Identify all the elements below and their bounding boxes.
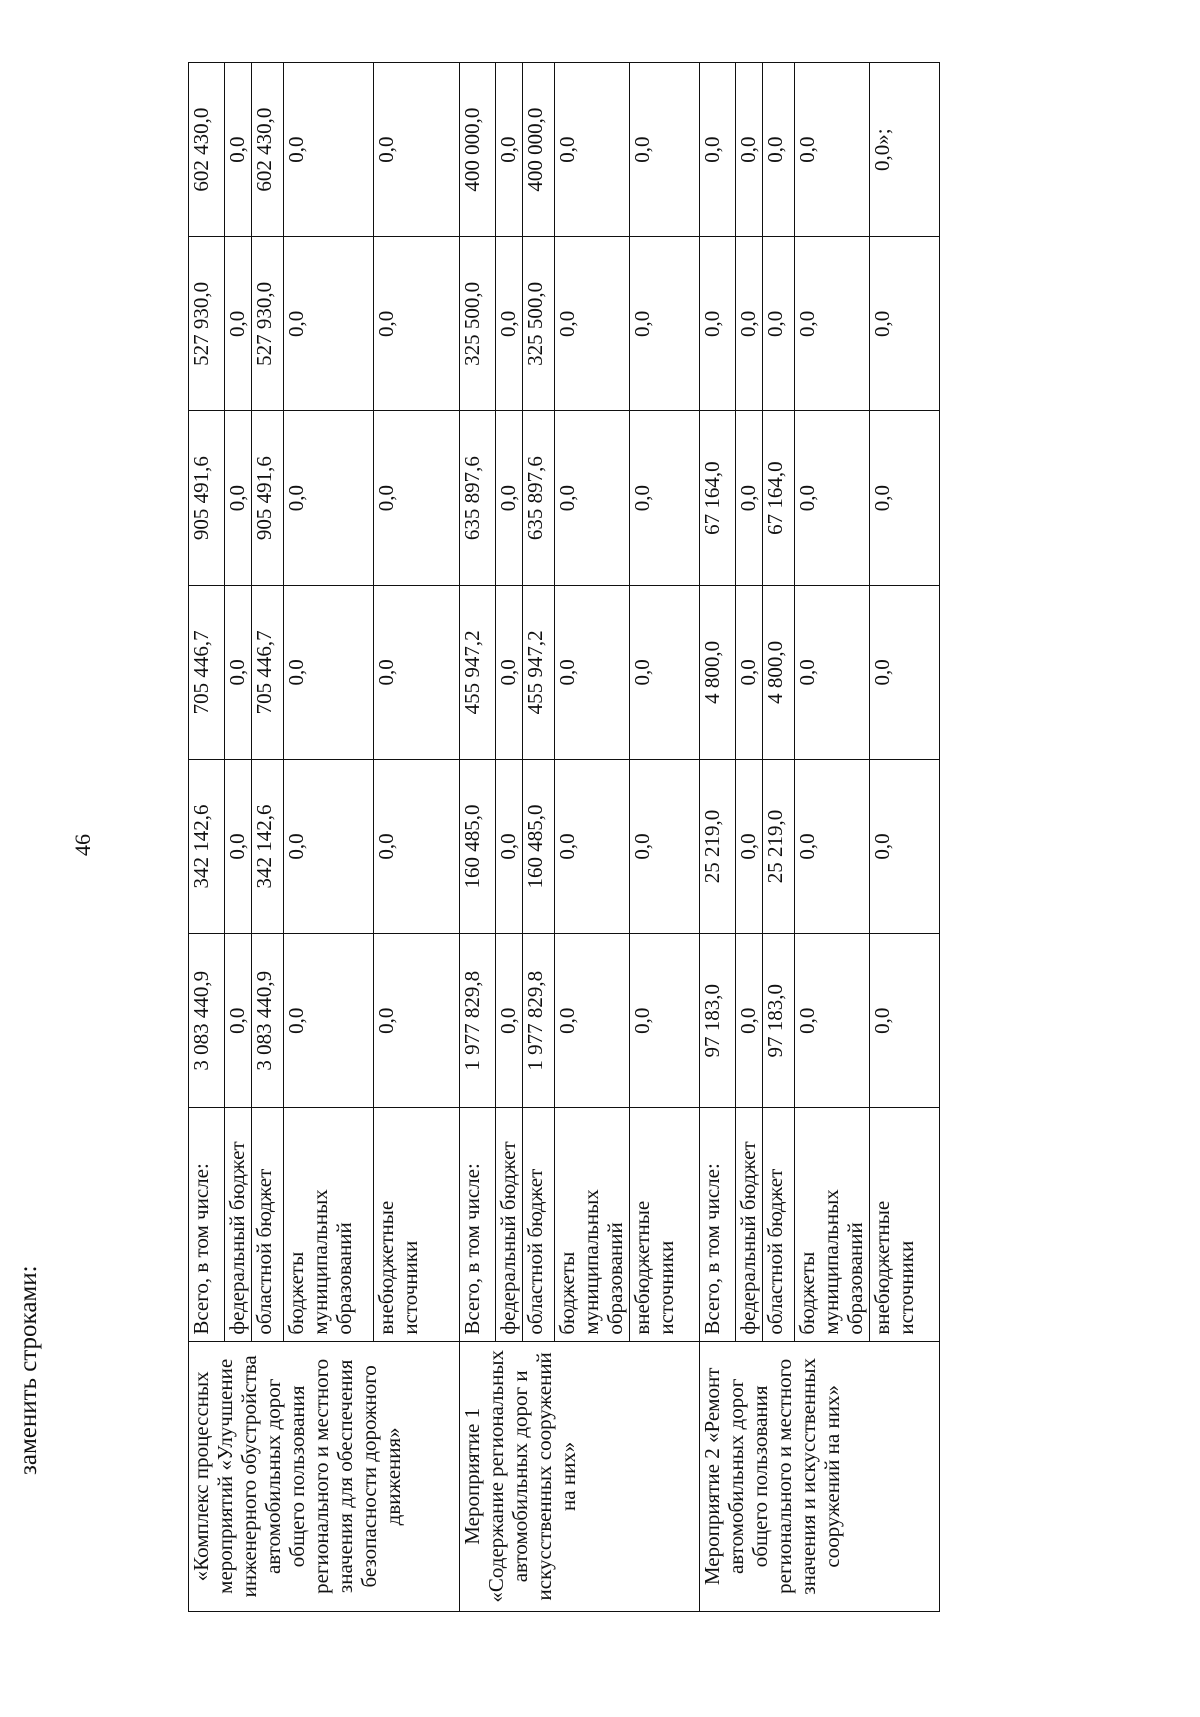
amount-cell: 0,0: [374, 585, 460, 759]
amount-cell: 160 485,0: [523, 759, 555, 933]
amount-cell: 635 897,6: [460, 411, 496, 585]
amount-cell: 400 000,0: [460, 63, 496, 237]
amount-cell: 400 000,0: [523, 63, 555, 237]
amount-cell: 0,0: [630, 585, 700, 759]
funding-source-cell: Всего, в том числе:: [189, 1108, 225, 1341]
amount-cell: 0,0: [795, 585, 870, 759]
budget-table-body: [189, 63, 940, 1612]
amount-cell: 0,0: [225, 585, 252, 759]
amount-cell: 0,0: [870, 585, 940, 759]
amount-cell: 0,0: [795, 759, 870, 933]
amount-cell: 635 897,6: [523, 411, 555, 585]
amount-cell: 0,0: [736, 759, 763, 933]
intro-text: заменить строками:: [15, 1265, 42, 1475]
amount-cell: 0,0: [225, 759, 252, 933]
amount-cell: 0,0: [555, 934, 630, 1108]
amount-cell: 0,0: [870, 237, 940, 411]
funding-source-cell: областной бюджет: [763, 1108, 795, 1341]
budget-table-rotated: [188, 62, 923, 1612]
amount-cell: 0,0: [374, 411, 460, 585]
amount-cell: 3 083 440,9: [252, 934, 284, 1108]
amount-cell: 0,0: [496, 63, 523, 237]
amount-cell: 3 083 440,9: [189, 934, 225, 1108]
amount-cell: 455 947,2: [523, 585, 555, 759]
funding-source-cell: внебюджетные источники: [374, 1108, 460, 1341]
event-name-cell: Мероприятие 2 «Ремонт автомобильных дорог общего пользования регионального и местного значения и искусственных сооружений на них»: [700, 1341, 940, 1611]
page-number: 46: [70, 834, 95, 856]
amount-cell: 25 219,0: [763, 759, 795, 933]
amount-cell: 0,0: [763, 237, 795, 411]
amount-cell: 0,0: [555, 759, 630, 933]
amount-cell: 0,0: [225, 934, 252, 1108]
amount-cell: 67 164,0: [700, 411, 736, 585]
amount-cell: 0,0: [496, 585, 523, 759]
funding-source-cell: бюджеты муниципальных образований: [284, 1108, 374, 1341]
amount-cell: 0,0: [795, 63, 870, 237]
amount-cell: 0,0: [284, 585, 374, 759]
amount-cell: 602 430,0: [189, 63, 225, 237]
amount-cell: 342 142,6: [252, 759, 284, 933]
funding-source-cell: Всего, в том числе:: [460, 1108, 496, 1341]
amount-cell: 0,0: [736, 411, 763, 585]
amount-cell: 0,0: [630, 411, 700, 585]
amount-cell: 0,0: [736, 63, 763, 237]
amount-cell: 905 491,6: [189, 411, 225, 585]
amount-cell: 0,0: [736, 934, 763, 1108]
amount-cell: 0,0: [795, 411, 870, 585]
amount-cell: 97 183,0: [763, 934, 795, 1108]
amount-cell: 0,0: [496, 411, 523, 585]
amount-cell: 0,0: [736, 237, 763, 411]
amount-cell: 602 430,0: [252, 63, 284, 237]
amount-cell: 0,0: [795, 237, 870, 411]
amount-cell: 0,0: [284, 237, 374, 411]
table-row: [460, 63, 496, 1612]
amount-cell: 0,0: [496, 237, 523, 411]
amount-cell: 67 164,0: [763, 411, 795, 585]
amount-cell: 0,0: [630, 63, 700, 237]
amount-cell: 0,0: [736, 585, 763, 759]
funding-source-cell: федеральный бюджет: [496, 1108, 523, 1341]
table-row: [189, 63, 225, 1612]
event-name-cell: «Комплекс процессных мероприятий «Улучшение инженерного обустройства автомобильных дорог общего пользования регионального и местного значения для обеспечения безопасности дорожного движения»: [189, 1341, 460, 1611]
amount-cell: 0,0: [555, 411, 630, 585]
amount-cell: 0,0: [630, 759, 700, 933]
funding-source-cell: областной бюджет: [252, 1108, 284, 1341]
amount-cell: 0,0: [555, 585, 630, 759]
amount-cell: 160 485,0: [460, 759, 496, 933]
funding-source-cell: бюджеты муниципальных образований: [795, 1108, 870, 1341]
funding-source-cell: бюджеты муниципальных образований: [555, 1108, 630, 1341]
amount-cell: 342 142,6: [189, 759, 225, 933]
amount-cell: 0,0»;: [870, 63, 940, 237]
amount-cell: 705 446,7: [252, 585, 284, 759]
amount-cell: 0,0: [225, 411, 252, 585]
amount-cell: 325 500,0: [460, 237, 496, 411]
amount-cell: 0,0: [870, 759, 940, 933]
budget-table: [188, 62, 940, 1612]
funding-source-cell: федеральный бюджет: [736, 1108, 763, 1341]
funding-source-cell: внебюджетные источники: [630, 1108, 700, 1341]
amount-cell: 0,0: [374, 237, 460, 411]
amount-cell: 25 219,0: [700, 759, 736, 933]
amount-cell: 0,0: [374, 759, 460, 933]
amount-cell: 0,0: [284, 63, 374, 237]
amount-cell: 905 491,6: [252, 411, 284, 585]
funding-source-cell: внебюджетные источники: [870, 1108, 940, 1341]
amount-cell: 0,0: [496, 759, 523, 933]
amount-cell: 0,0: [374, 934, 460, 1108]
amount-cell: 4 800,0: [700, 585, 736, 759]
amount-cell: 4 800,0: [763, 585, 795, 759]
amount-cell: 0,0: [700, 63, 736, 237]
amount-cell: 0,0: [763, 63, 795, 237]
amount-cell: 0,0: [284, 934, 374, 1108]
amount-cell: 0,0: [630, 237, 700, 411]
amount-cell: 1 977 829,8: [523, 934, 555, 1108]
amount-cell: 0,0: [870, 411, 940, 585]
table-row: [700, 63, 736, 1612]
amount-cell: 97 183,0: [700, 934, 736, 1108]
amount-cell: 0,0: [374, 63, 460, 237]
amount-cell: 527 930,0: [189, 237, 225, 411]
amount-cell: 0,0: [870, 934, 940, 1108]
event-name-cell: Мероприятие 1 «Содержание региональных автомобильных дорог и искусственных сооружений на них»: [460, 1341, 700, 1611]
amount-cell: 0,0: [700, 237, 736, 411]
amount-cell: 0,0: [225, 63, 252, 237]
amount-cell: 0,0: [284, 759, 374, 933]
amount-cell: 0,0: [225, 237, 252, 411]
amount-cell: 705 446,7: [189, 585, 225, 759]
amount-cell: 325 500,0: [523, 237, 555, 411]
amount-cell: 1 977 829,8: [460, 934, 496, 1108]
funding-source-cell: Всего, в том числе:: [700, 1108, 736, 1341]
amount-cell: 0,0: [630, 934, 700, 1108]
funding-source-cell: федеральный бюджет: [225, 1108, 252, 1341]
amount-cell: 0,0: [284, 411, 374, 585]
amount-cell: 527 930,0: [252, 237, 284, 411]
amount-cell: 0,0: [555, 237, 630, 411]
amount-cell: 0,0: [555, 63, 630, 237]
amount-cell: 0,0: [496, 934, 523, 1108]
funding-source-cell: областной бюджет: [523, 1108, 555, 1341]
amount-cell: 455 947,2: [460, 585, 496, 759]
amount-cell: 0,0: [795, 934, 870, 1108]
